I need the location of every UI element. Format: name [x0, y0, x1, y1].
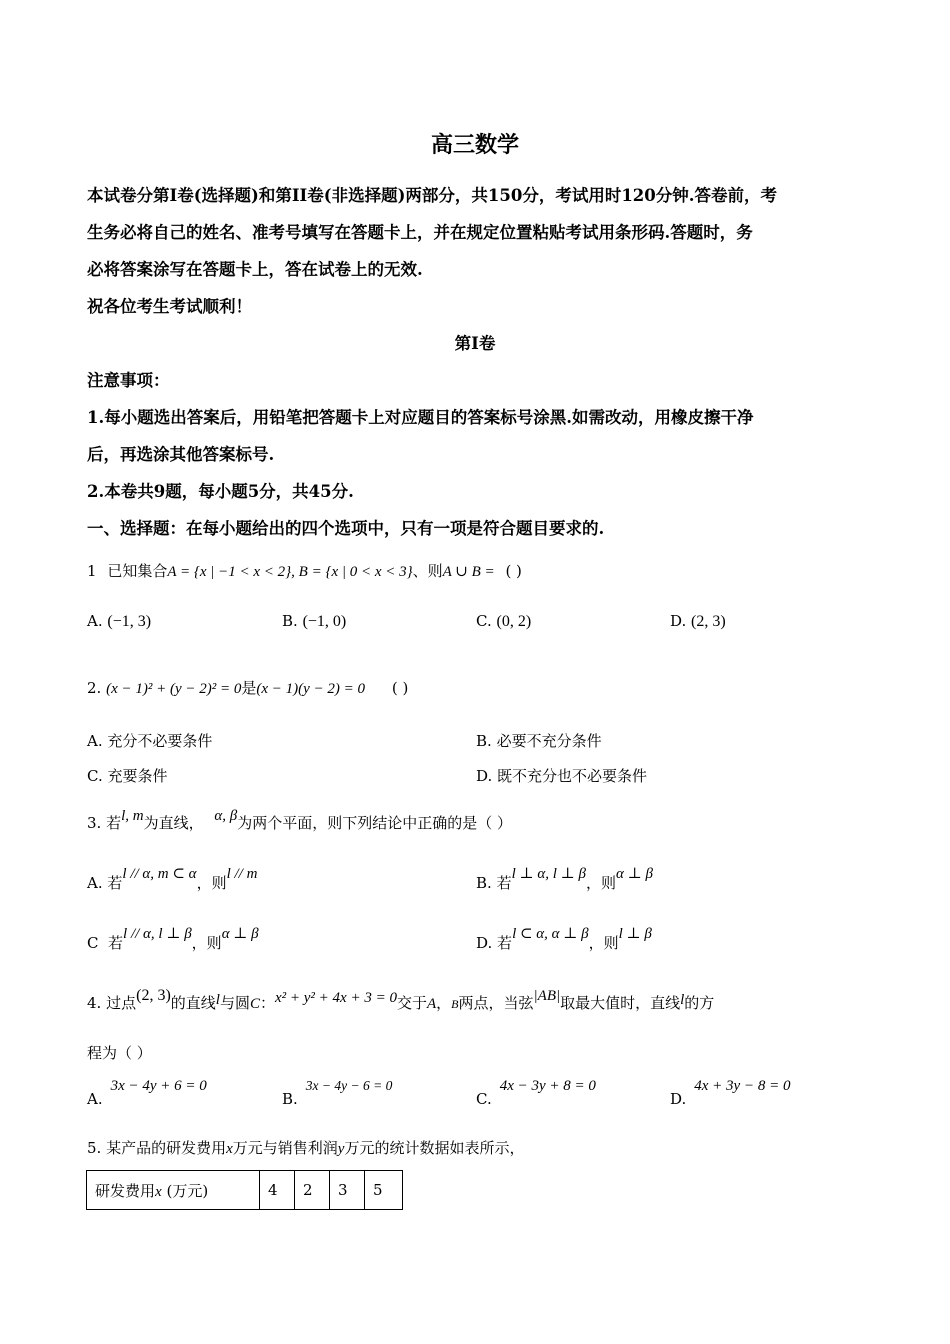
option-label: A.: [87, 874, 103, 892]
option-value: (2, 3): [691, 613, 726, 630]
q4-text: 交于: [396, 994, 427, 1012]
q5-text: 某产品的研发费用: [106, 1139, 227, 1157]
q4-line-var: l: [215, 992, 220, 1008]
option-label: C: [87, 934, 99, 952]
option-text: 若: [107, 874, 123, 892]
q4-chord: |AB|: [533, 988, 561, 1004]
question-3: [87, 808, 513, 833]
q4-option-d: [670, 1076, 791, 1108]
option-value: (−1, 0): [302, 613, 347, 630]
header-text: 研发费用: [95, 1181, 156, 1200]
option-label: D.: [476, 934, 493, 952]
option-value: (−1, 3): [107, 613, 152, 630]
option-label: B.: [282, 1090, 298, 1108]
option-text: ，则: [191, 934, 222, 952]
q5-data-table: [86, 1170, 403, 1210]
table-cell: 4: [260, 1171, 295, 1210]
option-text: 若: [496, 874, 512, 892]
q5-text: 万元与销售利润: [232, 1139, 338, 1157]
option-label: A.: [87, 612, 103, 630]
q1-number: 1: [87, 562, 97, 580]
q3-option-a: [87, 866, 258, 893]
q4-text: ：: [259, 994, 275, 1012]
q4-circle-equation: x² + y² + 4x + 3 = 0: [275, 990, 397, 1006]
q3-option-d: [476, 926, 652, 953]
note-line-2: 后，再选涂其他答案标号.: [87, 445, 275, 464]
option-value: 充分不必要条件: [107, 732, 213, 750]
q2-option-b: [476, 730, 602, 751]
option-result: α ⊥ β: [616, 866, 653, 882]
q5-number: 5.: [87, 1139, 102, 1157]
q4-text: 与圆: [219, 994, 250, 1012]
q1-answer-paren: ( ): [505, 562, 522, 580]
option-label: B.: [282, 612, 298, 630]
option-text: 若: [497, 934, 513, 952]
q4-point-b: B: [451, 997, 459, 1011]
intro-line-3: 必将答案涂写在答题卡上，答在试卷上的无效.: [87, 260, 423, 279]
option-value: 4x + 3y − 8 = 0: [694, 1078, 791, 1094]
q4-text: 的方: [684, 994, 715, 1012]
q5-text: 万元的统计数据如表所示，: [344, 1139, 525, 1157]
q3-lines-formula: l, m: [121, 808, 144, 824]
table-cell: 5: [365, 1171, 403, 1210]
q1-option-b: [282, 612, 346, 631]
q1-text: 已知集合: [107, 562, 168, 580]
q4-line-2: 程为（ ）: [87, 1044, 152, 1062]
option-label: D.: [670, 1090, 687, 1108]
note-line-3: 2.本卷共9题，每小题5分，共45分.: [87, 482, 354, 501]
table-cell: 2: [295, 1171, 330, 1210]
option-value: 既不充分也不必要条件: [497, 767, 648, 785]
q4-option-a: [87, 1076, 207, 1108]
q4-text: ，: [436, 994, 452, 1012]
q2-option-c: [87, 765, 168, 786]
option-label: A.: [87, 1090, 103, 1108]
q4-circle-var: C: [249, 996, 260, 1012]
option-value: 必要不充分条件: [496, 732, 602, 750]
table-header-cell: [87, 1171, 260, 1210]
q4-text: 的直线: [170, 994, 216, 1012]
table-row: [87, 1171, 403, 1210]
q4-text: 两点，当弦: [458, 994, 534, 1012]
q2-option-d: [476, 765, 647, 786]
notes-title: 注意事项：: [87, 371, 170, 390]
option-condition: l ⊥ α, l ⊥ β: [511, 866, 586, 882]
q4-text: 过点: [106, 994, 137, 1012]
intro-line-1: 本试卷分第I卷(选择题)和第II卷(非选择题)两部分，共150分，考试用时120分钟.答卷前，考: [87, 186, 778, 205]
q1-option-a: [87, 612, 151, 631]
option-value: 3x − 4y + 6 = 0: [110, 1078, 207, 1094]
option-label: C.: [476, 1090, 492, 1108]
option-text: 若: [108, 934, 124, 952]
q3-option-c: [87, 926, 259, 953]
header-unit: (万元): [166, 1181, 209, 1200]
option-condition: l // α, l ⊥ β: [123, 926, 192, 942]
option-condition: l // α, m ⊂ α: [122, 866, 197, 882]
option-result: α ⊥ β: [221, 926, 259, 942]
option-label: C.: [476, 612, 492, 630]
part1-heading: 第I卷: [454, 334, 496, 353]
question-4: [87, 987, 715, 1013]
q2-option-a: [87, 730, 212, 751]
intro-line-2: 生务必将自己的姓名、准考号填写在答题卡上，并在规定位置粘贴考试用条形码.答题时，务: [87, 223, 753, 242]
question-2: [87, 677, 408, 698]
q4-point: (2, 3): [136, 987, 171, 1004]
option-value: 3x − 4y − 6 = 0: [305, 1078, 393, 1093]
q4-text: 取最大值时，直线: [560, 994, 681, 1012]
q3-text-1: 若: [106, 814, 122, 832]
q3-text-2: 为直线，: [143, 814, 204, 832]
option-value: 充要条件: [107, 767, 168, 785]
option-text: ，则: [196, 874, 227, 892]
header-var: x: [155, 1183, 162, 1200]
q4-option-c: [476, 1076, 596, 1108]
q1-separator: 、: [412, 562, 428, 580]
option-label: B.: [476, 732, 492, 750]
q4-number: 4.: [87, 994, 102, 1012]
q2-formula-a: (x − 1)² + (y − 2)² = 0: [106, 681, 242, 697]
question-1: [87, 560, 522, 581]
option-result: l ⊥ β: [618, 926, 652, 942]
q1-text-b: 则: [427, 562, 443, 580]
option-label: C.: [87, 767, 103, 785]
option-label: B.: [476, 874, 492, 892]
q1-option-c: [476, 612, 531, 631]
page-title: 高三数学: [430, 132, 519, 158]
q3-option-b: [476, 866, 653, 893]
option-condition: l ⊂ α, α ⊥ β: [512, 926, 589, 942]
q1-sets-formula: A = {x | −1 < x < 2}, B = {x | 0 < x < 3}: [167, 564, 413, 580]
option-value: (0, 2): [496, 613, 532, 630]
q3-number: 3.: [87, 814, 102, 832]
q2-text: 是: [241, 679, 257, 697]
option-label: D.: [670, 612, 687, 630]
q4-line-var: l: [680, 992, 685, 1008]
q2-answer-paren: ( ): [391, 679, 409, 697]
q5-var-y: y: [337, 1141, 345, 1157]
option-text: ，则: [588, 934, 619, 952]
option-value: 4x − 3y + 8 = 0: [499, 1078, 596, 1094]
q3-planes-formula: α, β: [214, 808, 238, 824]
q1-option-d: [670, 612, 726, 631]
q4-point-a: A: [426, 996, 437, 1012]
q3-text-3: 为两个平面，则下列结论中正确的是（ ）: [237, 814, 513, 832]
q4-option-b: [282, 1076, 393, 1108]
q2-formula-b: (x − 1)(y − 2) = 0: [256, 681, 366, 697]
note-line-1: 1.每小题选出答案后，用铅笔把答题卡上对应题目的答案标号涂黑.如需改动，用橡皮擦干净: [87, 408, 754, 427]
q2-number: 2.: [87, 679, 102, 697]
option-label: A.: [87, 732, 103, 750]
q1-union-formula: A ∪ B =: [442, 564, 495, 580]
option-label: D.: [476, 767, 493, 785]
option-result: l // m: [226, 866, 258, 882]
option-text: ，则: [586, 874, 617, 892]
q5-var-x: x: [226, 1141, 233, 1157]
intro-line-4: 祝各位考生考试顺利！: [87, 297, 252, 316]
section-1-heading: 一、选择题：在每小题给出的四个选项中，只有一项是符合题目要求的.: [87, 519, 605, 538]
table-cell: 3: [330, 1171, 365, 1210]
question-5: [87, 1137, 524, 1158]
